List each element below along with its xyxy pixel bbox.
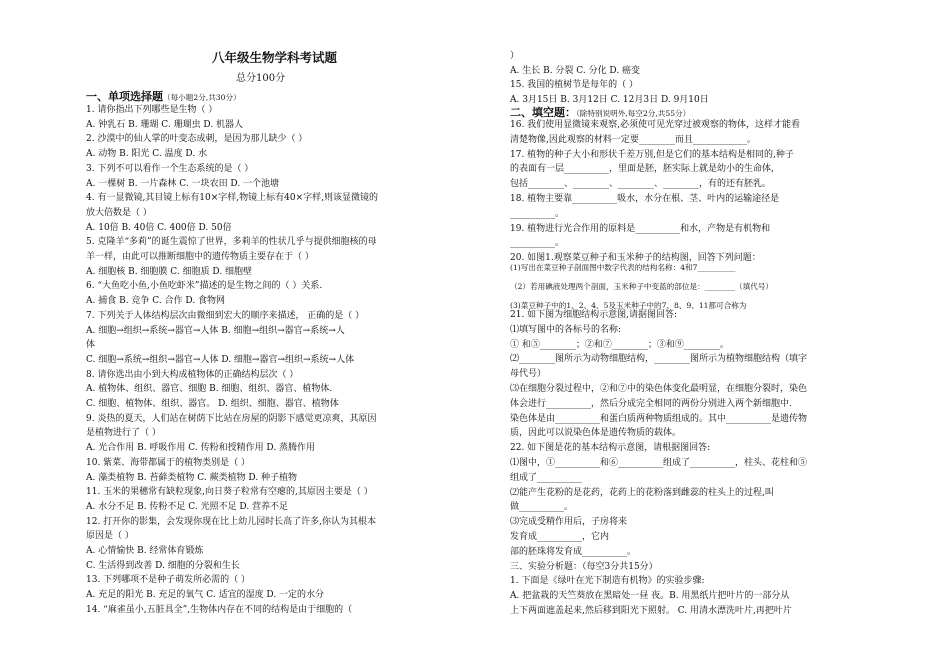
question-line: A. 植物体、组织、器官、细胞 B. 细胞、组织、器官、植物体.	[86, 384, 333, 395]
question-line: ）	[510, 51, 520, 61]
question-line: A. 充足的阳光 B. 充足的氧气 C. 适宜的湿度 D. 一定的水分	[86, 590, 325, 601]
question-line: 4. 有一显微镜,其目镜上标有10×字样,物镜上标有40×字样,则该显微镜的	[86, 193, 379, 204]
question-line: 组成了__________	[510, 472, 583, 483]
question-line: 清楚物像,因此观察的材料一定要________而且____________。	[510, 134, 756, 145]
question-line: 19. 植物进行光合作用的原料是__________和水，产物是有机物和	[510, 223, 771, 234]
question-line: __________。	[510, 208, 565, 219]
question-line: 13. 下列哪项不是种子萌发所必需的（ ）	[86, 575, 251, 586]
total-score: 总分100分	[236, 73, 286, 84]
question-line: ⑶在细胞分裂过程中，②和⑦中的染色体变化最明显，在细胞分裂时，染色	[510, 384, 808, 394]
question-line: (1)写出在菜豆种子剖面图中数字代表的结构名称：4和7__________	[510, 263, 736, 272]
question-line: 发育成__________，它内	[510, 532, 610, 542]
question-line: C. 生活得到改善 D. 细胞的分裂和生长	[86, 560, 240, 571]
question-line: A. 一棵树 B. 一片森林 C. 一块农田 D. 一个池塘	[86, 178, 280, 189]
question-line: 1. 请你指出下列哪些是生物（ ）	[86, 105, 218, 115]
question-line: 20. 如图1.观察菜豆种子和玉米种子的结构图，回答下列问题：	[510, 253, 761, 264]
question-line: 14. “麻雀虽小,五脏具全”,生物体内存在不同的结构是由于细胞的（	[86, 604, 353, 615]
question-line: 放大倍数是（ ）	[86, 207, 152, 218]
question-line: ⑶完成受精作用后，子房将来	[510, 517, 628, 528]
question-line: 2. 沙漠中的仙人掌的叶变态成刺，是因为那儿缺少（ ）	[86, 134, 308, 145]
question-line: 染色体是由__________和蛋白质两种物质组成的。其中__________是遗传物	[510, 413, 808, 424]
question-line: A. 心情愉快 B. 经常体育锻炼	[86, 546, 204, 556]
question-line: 15. 我国的植树节是每年的（ ）	[510, 80, 639, 90]
question-line: 1. 下面是《绿叶在光下制造有机物》的实验步骤:	[510, 576, 705, 587]
question-line: A. 把盆栽的天竺葵放在黑暗处一昼 夜。B. 用黑纸片把叶片的一部分从	[510, 591, 790, 602]
question-line: 16. 我们使用显微镜来观察,必须使可见光穿过被观察的物体，这样才能看	[510, 120, 801, 130]
question-line: 上下两面遮盖起来,然后移到阳光下照射。 C. 用清水漂洗叶片,再把叶片	[510, 606, 792, 616]
question-line: (3)菜豆种子中的1、2、4、5及玉米种子中的7、8、9、11都可合称为	[510, 301, 747, 310]
question-line: 做__________。	[510, 502, 574, 513]
question-line: 原因是（ ）	[86, 531, 134, 542]
question-line: 质，因此可以说染色体是遗传物质的载体。	[510, 428, 682, 439]
question-line: 8. 请你选出由小到大构成植物体的正确结构层次（ ）	[86, 369, 299, 380]
question-line: 母代号）	[510, 369, 547, 380]
question-line: 7. 下列关于人体结构层次由微细到宏大的顺序来描述， 正确的是（ ）	[86, 310, 365, 321]
question-line: A. 细胞→组织→系统→器官→人体 B. 细胞→组织→器官→系统→人	[86, 325, 345, 336]
question-line: A. 10倍 B. 40倍 C. 400倍 D. 50倍	[86, 222, 232, 233]
question-line: 18. 植物主要靠__________吸水，水分在根、茎、叶内的运输途径是	[510, 194, 780, 204]
question-line: C. 细胞、植物体、组织、器官。 D. 组织、细胞、器官、植物体	[86, 399, 339, 409]
question-line: ⑵________图所示为动物细胞结构，________图所示为植物细胞结构（填字	[510, 354, 808, 365]
section-heading-choice: 一、单项选择题（每小题2分,共30分）	[86, 90, 241, 103]
question-line: A. 藻类植物 B. 苔藓类植物 C. 蕨类植物 D. 种子植物	[86, 472, 298, 483]
question-line: A. 钟乳石 B. 珊瑚 C. 珊瑚虫 D. 机器人	[86, 119, 244, 130]
question-line: A. 动物 B. 阳光 C. 温度 D. 水	[86, 149, 208, 160]
question-line: 包括________、________、________、________，有的还有胚乳。	[510, 179, 772, 190]
question-line: 羊一样，由此可以推断细胞中的遗传物质主要存在于（ ）	[86, 252, 314, 262]
question-line: ⑵能产生花粉的是花药，花药上的花粉落到雌蕊的柱头上的过程,叫	[510, 487, 774, 498]
question-line: A. 光合作用 B. 呼吸作用 C. 传粉和授精作用 D. 蒸腾作用	[86, 443, 316, 454]
question-line: 体会进行__________，然后分成完全相同的两份分别进入两个新细胞中.	[510, 398, 792, 409]
question-line: 三、实验分析题：（每空3分共15分）	[510, 561, 658, 572]
question-line: （2）若用碘液处理两个剖面，玉米种子中变蓝的部位是：________（填代号）	[510, 282, 774, 291]
question-line: A. 3月15日 B. 3月12日 C. 12月3日 D. 9月10日	[510, 94, 709, 105]
question-line: 体	[86, 340, 96, 351]
question-line: ⑴填写图中的各标号的名称:	[510, 324, 622, 335]
question-line: 的表面有一层__________，里面是胚，胚实际上就是幼小的生命体,	[510, 164, 774, 175]
question-line: 22. 如下图是花的基本结构示意图，请根据图回答:	[510, 443, 711, 454]
question-line: 21. 如下图为细胞结构示意图,请据图回答:	[510, 310, 678, 320]
question-line: A. 生长 B. 分裂 C. 分化 D. 癌变	[510, 65, 641, 76]
question-line: A. 捕食 B. 竞争 C. 合作 D. 食物网	[86, 296, 226, 307]
question-line: A. 水分不足 B. 传粉不足 C. 光照不足 D. 营养不足	[86, 501, 289, 512]
question-line: 9. 炎热的夏天，人们站在树荫下比站在房屋的阴影下感觉更凉爽，其原因	[86, 413, 377, 424]
question-line: 10. 紫菜、海带都属于的植物类别是（ ）	[86, 457, 251, 468]
section-heading-fill: 二、填空题：（除特别说明外,每空2分,共55分）	[510, 106, 691, 119]
question-line: 部的胚珠将发育成__________。	[510, 546, 637, 557]
question-line: __________。	[510, 238, 565, 249]
question-line: A. 细胞核 B. 细胞膜 C. 细胞质 D. 细胞壁	[86, 266, 253, 277]
question-line: 是植物进行了（ ）	[86, 428, 161, 439]
question-line: ① 和⑤________；②和⑦________；③和⑨________。	[510, 339, 729, 350]
question-line: C. 细胞→系统→组织→器官→人体 D. 细胞→器官→组织→系统→人体	[86, 354, 355, 365]
page-title: 八年级生物学科考试题	[212, 50, 338, 65]
question-line: 5. 克隆羊“多莉”的诞生震惊了世界，多莉羊的性状几乎与提供细胞核的母	[86, 237, 377, 248]
question-line: 3. 下列不可以看作一个生态系统的是（ ）	[86, 163, 254, 174]
question-line: ⑴图中，①__________和⑥__________组成了__________，柱头、花柱和⑤	[510, 458, 808, 468]
question-line: 12. 打开你的影集，会发现你现在比上幼儿园时长高了许多,你认为其根本	[86, 516, 377, 527]
question-line: 11. 玉米的果穗常有缺粒现象,向日葵子粒常有空瘪的,其原因主要是（ ）	[86, 487, 373, 498]
question-line: 17. 植物的种子大小和形状千差万别,但是它们的基本结构是相同的,种子	[510, 149, 794, 160]
question-line: 6. “大鱼吃小鱼,小鱼吃虾米”描述的是生物之间的（ ）关系.	[86, 281, 323, 292]
